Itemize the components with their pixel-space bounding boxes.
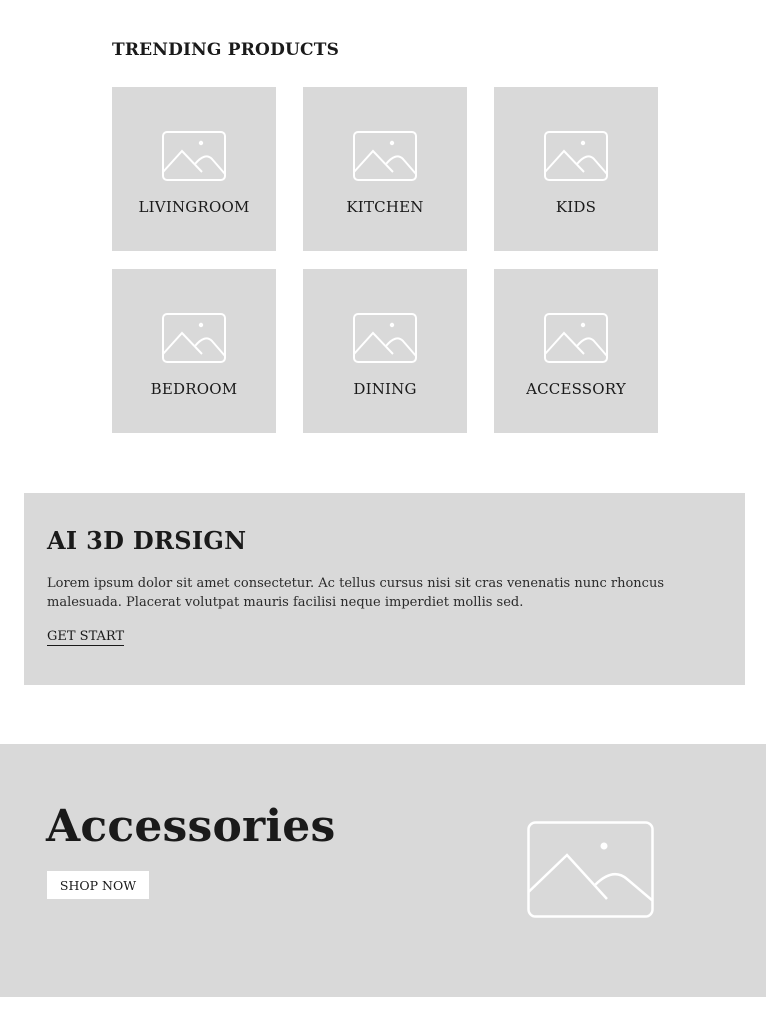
image-placeholder-icon — [162, 131, 226, 181]
ai-design-promo — [24, 493, 745, 685]
category-card-kids[interactable] — [494, 87, 658, 251]
category-grid — [112, 87, 658, 433]
category-card-kitchen[interactable] — [303, 87, 467, 251]
category-card-livingroom[interactable] — [112, 87, 276, 251]
category-label: KIDS — [555, 198, 597, 216]
image-placeholder-icon — [353, 313, 417, 363]
category-label: ACCESSORY — [526, 380, 626, 398]
category-card-bedroom[interactable] — [112, 269, 276, 433]
category-card-accessory[interactable] — [494, 269, 658, 433]
category-card-dining[interactable] — [303, 269, 467, 433]
image-placeholder-icon — [544, 313, 608, 363]
promo-description: Lorem ipsum dolor sit amet consectetur. Ac tellus cursus nisi sit cras venenatis nunc rhoncus malesuada. Placerat volutpat mauris facilisi neque imperdiet mollis sed. — [47, 576, 664, 610]
shop-now-button[interactable]: SHOP NOW — [47, 871, 149, 899]
category-label: LIVINGROOM — [138, 198, 250, 216]
image-placeholder-icon — [162, 313, 226, 363]
get-start-link[interactable]: GET START — [47, 629, 125, 644]
accessories-banner — [0, 744, 766, 997]
image-placeholder-icon — [544, 131, 608, 181]
image-placeholder-icon — [527, 821, 654, 918]
image-placeholder-icon — [353, 131, 417, 181]
promo-title: AI 3D DRSIGN — [47, 526, 247, 555]
category-label: KITCHEN — [346, 198, 424, 216]
category-label: BEDROOM — [150, 380, 238, 398]
banner-title: Accessories — [46, 801, 336, 852]
trending-products-title: TRENDING PRODUCTS — [112, 40, 340, 60]
category-label: DINING — [353, 380, 417, 398]
